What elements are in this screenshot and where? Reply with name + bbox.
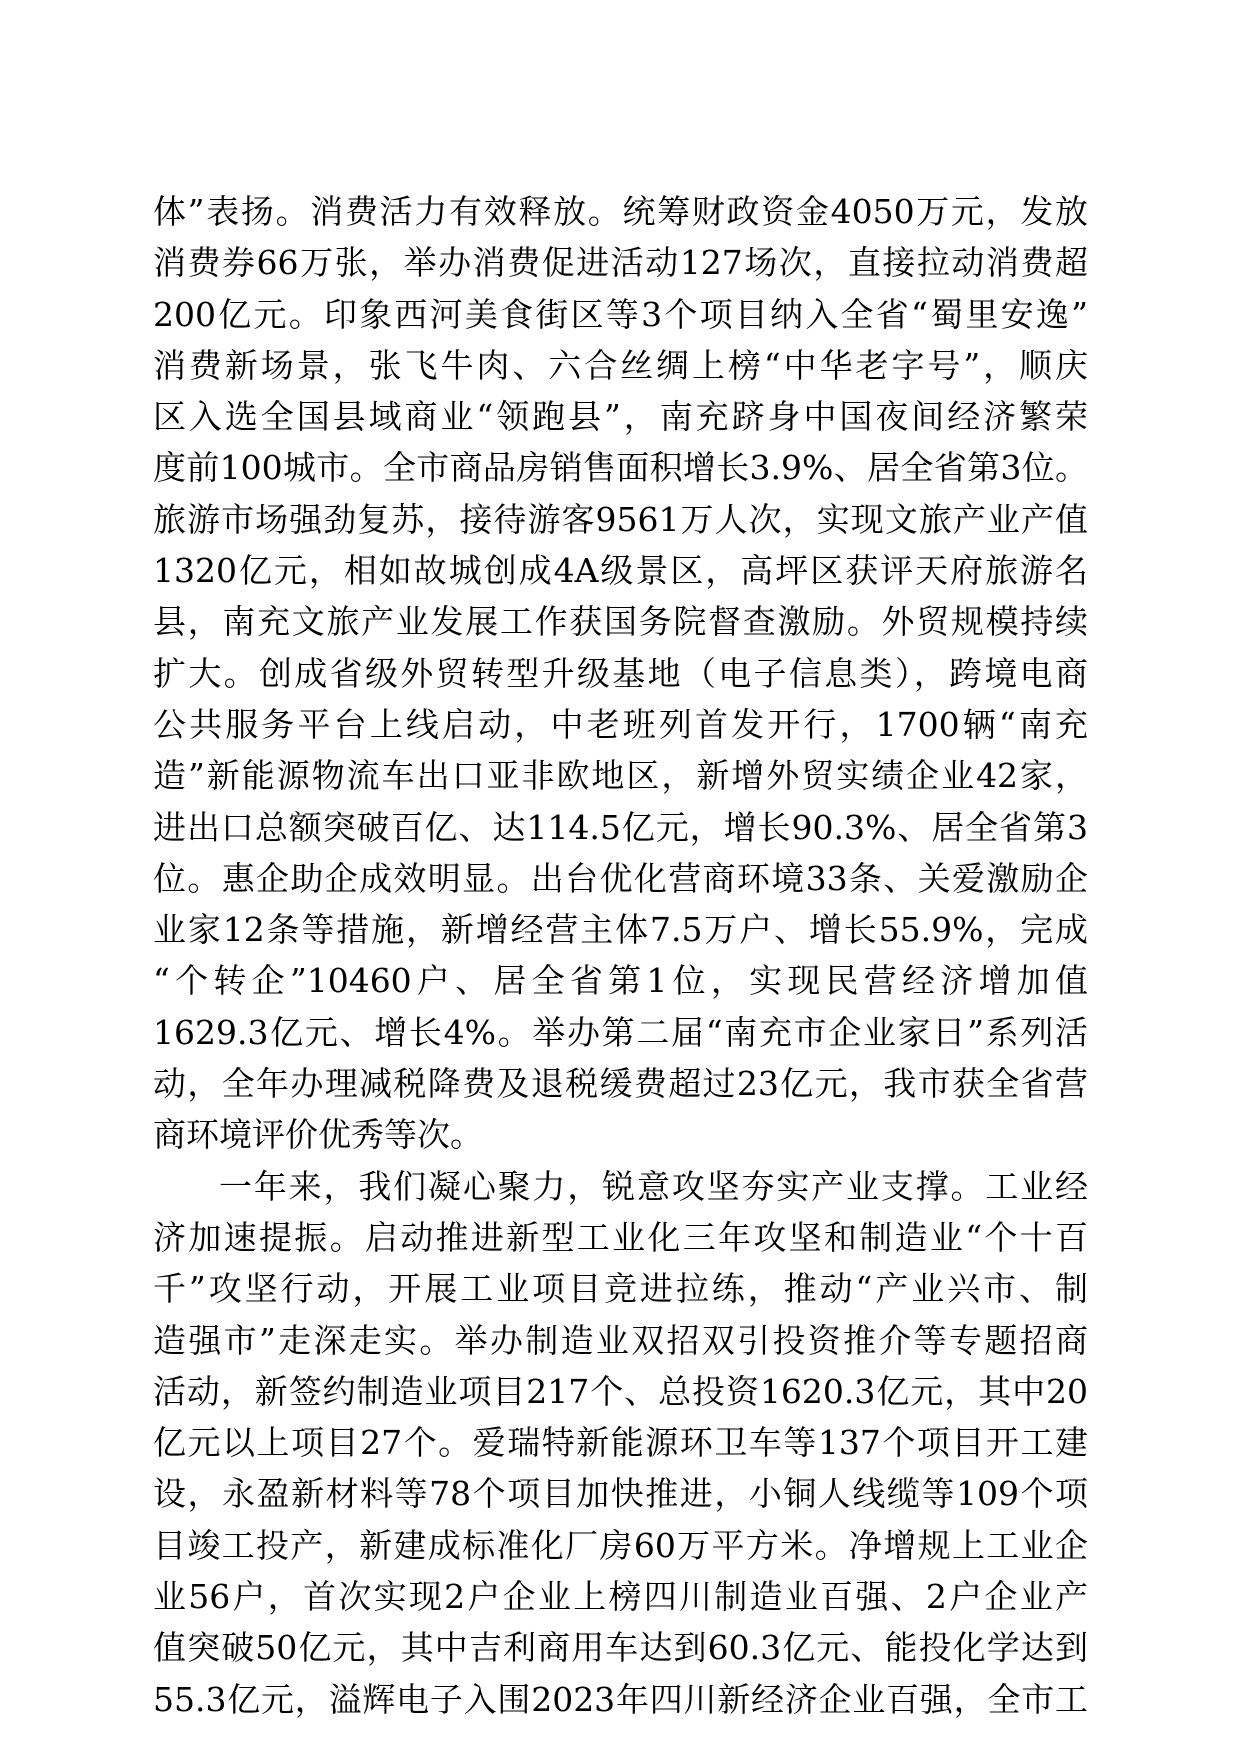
text-line: 县，南充文旅产业发展工作获国务院督查激励。外贸规模持续	[153, 602, 1088, 642]
text-line: 55.3亿元，溢辉电子入围2023年四川新经济企业百强，全市工	[153, 1679, 1088, 1719]
text-line: 亿元以上项目27个。爱瑞特新能源环卫车等137个项目开工建	[153, 1423, 1088, 1463]
text-line: 设，永盈新材料等78个项目加快推进，小铜人线缆等109个项	[153, 1474, 1088, 1514]
text-line: 活动，新签约制造业项目217个、总投资1620.3亿元，其中20	[153, 1371, 1088, 1411]
body-text	[153, 186, 1088, 1725]
text-line: 千”攻坚行动，开展工业项目竞进拉练，推动“产业兴市、制	[153, 1269, 1088, 1309]
text-line: 目竣工投产，新建成标准化厂房60万平方米。净增规上工业企	[153, 1525, 1088, 1565]
text-line: 进出口总额突破百亿、达114.5亿元，增长90.3%、居全省第3	[153, 807, 1088, 847]
paragraph-first-line: 一年来，我们凝心聚力，锐意攻坚夯实产业支撑。工业经	[219, 1166, 1088, 1206]
text-line: 值突破50亿元，其中吉利商用车达到60.3亿元、能投化学达到	[153, 1628, 1088, 1668]
text-line: “个转企”10460户、居全省第1位，实现民营经济增加值	[153, 961, 1088, 1001]
text-line: 业家12条等措施，新增经营主体7.5万户、增长55.9%，完成	[153, 910, 1088, 950]
text-line: 公共服务平台上线启动，中老班列首发开行，1700辆“南充	[153, 704, 1088, 744]
text-line: 度前100城市。全市商品房销售面积增长3.9%、居全省第3位。	[153, 448, 1088, 488]
text-line: 1320亿元，相如故城创成4A级景区，高坪区获评天府旅游名	[153, 551, 1088, 591]
text-line: 200亿元。印象西河美食街区等3个项目纳入全省“蜀里安逸”	[153, 294, 1088, 334]
text-line: 区入选全国县域商业“领跑县”，南充跻身中国夜间经济繁荣	[153, 397, 1088, 437]
text-line: 造强市”走深走实。举办制造业双招双引投资推介等专题招商	[153, 1320, 1088, 1360]
text-line: 位。惠企助企成效明显。出台优化营商环境33条、关爱激励企	[153, 858, 1088, 898]
text-line: 商环境评价优秀等次。	[153, 1115, 483, 1155]
text-line: 消费新场景，张飞牛肉、六合丝绸上榜“中华老字号”，顺庆	[153, 345, 1088, 385]
text-line: 旅游市场强劲复苏，接待游客9561万人次，实现文旅产业产值	[153, 499, 1088, 539]
text-line: 动，全年办理减税降费及退税缓费超过23亿元，我市获全省营	[153, 1064, 1088, 1104]
text-line: 1629.3亿元、增长4%。举办第二届“南充市企业家日”系列活	[153, 1012, 1088, 1052]
text-line: 消费券66万张，举办消费促进活动127场次，直接拉动消费超	[153, 243, 1088, 283]
text-line: 扩大。创成省级外贸转型升级基地（电子信息类），跨境电商	[153, 653, 1088, 693]
text-line: 业56户，首次实现2户企业上榜四川制造业百强、2户企业产	[153, 1577, 1088, 1617]
text-line: 济加速提振。启动推进新型工业化三年攻坚和制造业“个十百	[153, 1217, 1088, 1257]
text-line: 体”表扬。消费活力有效释放。统筹财政资金4050万元，发放	[153, 192, 1088, 231]
text-line: 造”新能源物流车出口亚非欧地区，新增外贸实绩企业42家，	[153, 756, 1088, 796]
